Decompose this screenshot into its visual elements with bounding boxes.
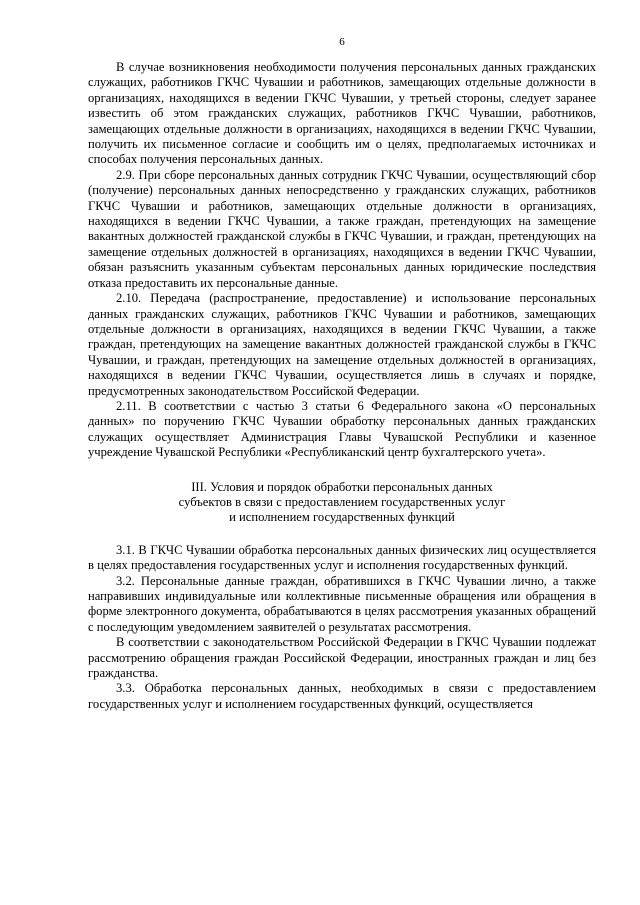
paragraph-3-2: 3.2. Персональные данные граждан, обратившихся в ГКЧС Чувашии лично, а также направивших индивидуальные или коллективные письменные обращения или обращения в форме электронного документа, обрабатываются в целях рассмотрения указанных обращений с последующим уведомлением заявителей о результатах рассмотрения. — [88, 573, 596, 634]
paragraph-legislation: В соответствии с законодательством Российской Федерации в ГКЧС Чувашии подлежат рассмотрению обращения граждан Российской Федерации, иностранных граждан и лиц без гражданства. — [88, 635, 596, 681]
section-heading-line-1: III. Условия и порядок обработки персональных данных — [191, 479, 493, 494]
document-body — [88, 60, 596, 712]
section-heading-line-2: субъектов в связи с предоставлением государственных услуг — [178, 494, 506, 509]
section-heading-iii — [88, 480, 596, 526]
paragraph-third-party-consent: В случае возникновения необходимости получения персональных данных гражданских служащих, работников ГКЧС Чувашии и работников, замещающих отдельные должности в организациях, находящихся в ведении ГКЧС Чувашии, у третьей стороны, следует заранее известить об этом гражданских служащих, работников ГКЧС Чувашии, работников, замещающих отдельные должности в организациях, находящихся в ведении ГКЧС Чувашии, получить их письменное согласие и сообщить им о целях, предполагаемых источниках и способах получения персональных данных. — [88, 60, 596, 167]
paragraph-3-3: 3.3. Обработка персональных данных, необходимых в связи с предоставлением государственных услуг и исполнением государственных функций, осуществляется — [88, 681, 596, 711]
paragraph-2-9: 2.9. При сборе персональных данных сотрудник ГКЧС Чувашии, осуществляющий сбор (получение) персональных данных непосредственно у гражданских служащих, работников ГКЧС Чувашии и работников, замещающих отдельные должности в организациях, находящихся в ведении ГКЧС Чувашии, а также граждан, претендующих на замещение вакантных должностей гражданской службы в ГКЧС Чувашии, и граждан, претендующих на замещение отдельных должностей в организациях, находящихся в ведении ГКЧС Чувашии, обязан разъяснить указанным субъектам персональных данных юридические последствия отказа предоставить их персональные данные. — [88, 167, 596, 290]
page-number: 6 — [339, 36, 345, 48]
section-heading-line-3: и исполнением государственных функций — [229, 510, 455, 525]
paragraph-2-10: 2.10. Передача (распространение, предоставление) и использование персональных данных гражданских служащих, работников ГКЧС Чувашии и работников, замещающих отдельные должности в организациях, находящихся в ведении ГКЧС Чувашии, а также граждан, претендующих на замещение вакантных должностей гражданской службы в ГКЧС Чувашии, и граждан, претендующих на замещение отдельных должностей в организациях, находящихся в ведении ГКЧС Чувашии, осуществляется лишь в случаях и порядке, предусмотренных законодательством Российской Федерации. — [88, 291, 596, 398]
paragraph-2-11: 2.11. В соответствии с частью 3 статьи 6 Федерального закона «О персональных данных» по поручению ГКЧС Чувашии обработку персональных данных гражданских служащих осуществляет Администрация Главы Чувашской Республики и казенное учреждение Чувашской Республики «Республиканский центр бухгалтерского учета». — [88, 398, 596, 460]
paragraph-3-1: 3.1. В ГКЧС Чувашии обработка персональных данных физических лиц осуществляется в целях предоставления государственных услуг и исполнения государственных функций. — [88, 542, 596, 573]
